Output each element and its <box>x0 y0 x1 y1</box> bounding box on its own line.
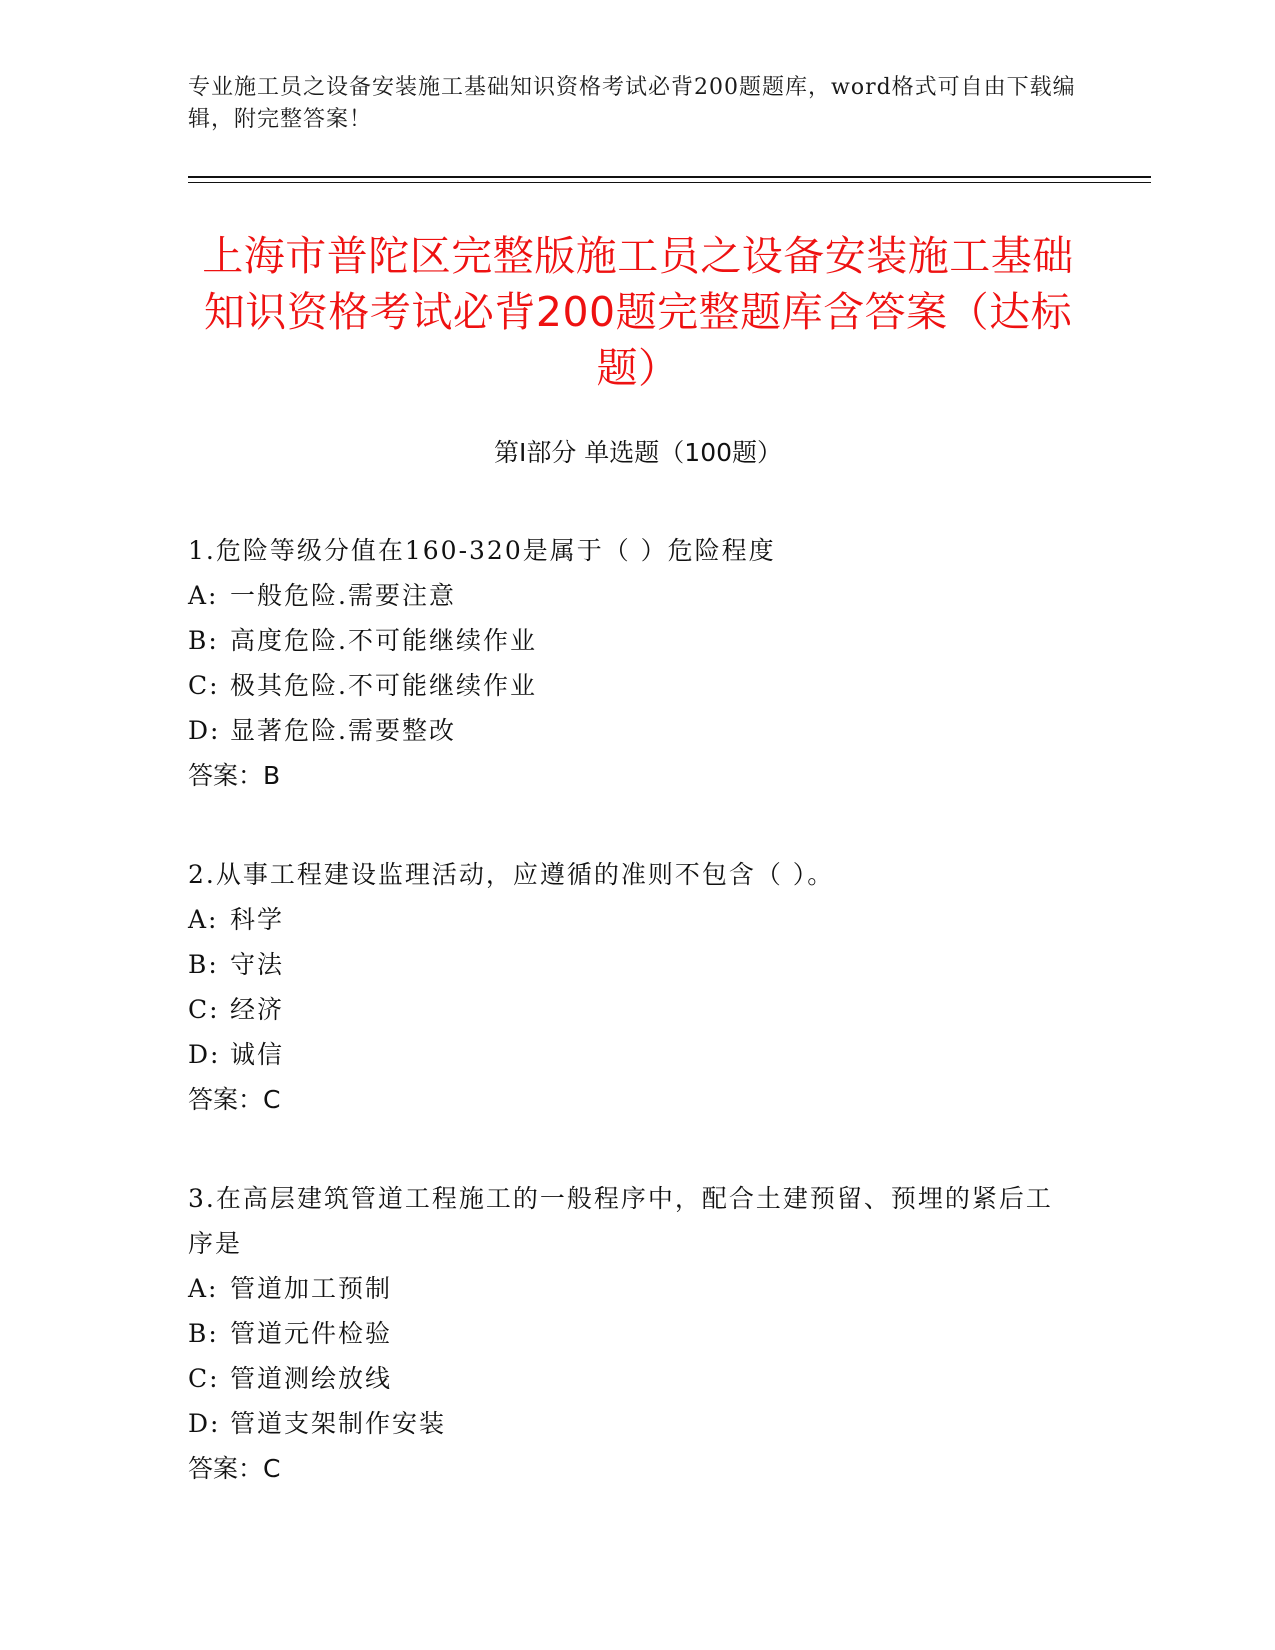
option-letter: A: <box>188 1274 219 1303</box>
header-divider-thin <box>188 182 1151 183</box>
section-title: 第Ⅰ部分 单选题（100题） <box>493 438 783 467</box>
option-text: 诚信 <box>230 1040 285 1069</box>
option-a <box>188 897 1068 942</box>
option-letter: D: <box>188 716 221 745</box>
option-b <box>188 942 1068 987</box>
option-letter: A: <box>188 905 219 934</box>
option-text: 管道元件检验 <box>230 1319 393 1348</box>
question-item <box>188 852 1068 1122</box>
question-stem: 3.在高层建筑管道工程施工的一般程序中，配合土建预留、预埋的紧后工序是 <box>188 1184 1053 1258</box>
question-stem: 1.危险等级分值在160-320是属于（ ）危险程度 <box>188 536 776 565</box>
option-letter: D: <box>188 1409 221 1438</box>
question-list <box>188 528 1068 1545</box>
option-text: 显著危险.需要整改 <box>230 716 456 745</box>
option-a <box>188 573 1068 618</box>
option-letter: B: <box>188 950 219 979</box>
option-text: 科学 <box>230 905 285 934</box>
answer-line: 答案：B <box>188 761 281 790</box>
option-letter: C: <box>188 995 220 1024</box>
option-b <box>188 1311 1068 1356</box>
option-a <box>188 1266 1068 1311</box>
option-text: 一般危险.需要注意 <box>230 581 456 610</box>
header-note: 专业施工员之设备安装施工基础知识资格考试必背200题题库，word格式可自由下载编辑，附完整答案！ <box>188 75 1076 132</box>
option-d <box>188 708 1068 753</box>
option-text: 管道支架制作安装 <box>230 1409 447 1438</box>
option-letter: A: <box>188 581 219 610</box>
header-divider-thick <box>188 176 1151 178</box>
option-letter: C: <box>188 671 220 700</box>
option-c <box>188 663 1068 708</box>
option-d <box>188 1401 1068 1446</box>
option-d <box>188 1032 1068 1077</box>
option-letter: B: <box>188 626 219 655</box>
option-letter: B: <box>188 1319 219 1348</box>
option-text: 守法 <box>230 950 285 979</box>
document-title: 上海市普陀区完整版施工员之设备安装施工基础知识资格考试必背200题完整题库含答案（达标题） <box>202 232 1074 392</box>
option-b <box>188 618 1068 663</box>
option-text: 极其危险.不可能继续作业 <box>230 671 537 700</box>
question-item <box>188 1176 1068 1491</box>
option-text: 管道测绘放线 <box>230 1364 393 1393</box>
option-letter: C: <box>188 1364 220 1393</box>
answer-line: 答案：C <box>188 1454 281 1483</box>
option-text: 经济 <box>230 995 285 1024</box>
question-item <box>188 528 1068 798</box>
option-text: 管道加工预制 <box>230 1274 393 1303</box>
option-text: 高度危险.不可能继续作业 <box>230 626 537 655</box>
answer-line: 答案：C <box>188 1085 281 1114</box>
option-c <box>188 1356 1068 1401</box>
option-c <box>188 987 1068 1032</box>
option-letter: D: <box>188 1040 221 1069</box>
question-stem: 2.从事工程建设监理活动，应遵循的准则不包含（ ）。 <box>188 860 835 889</box>
